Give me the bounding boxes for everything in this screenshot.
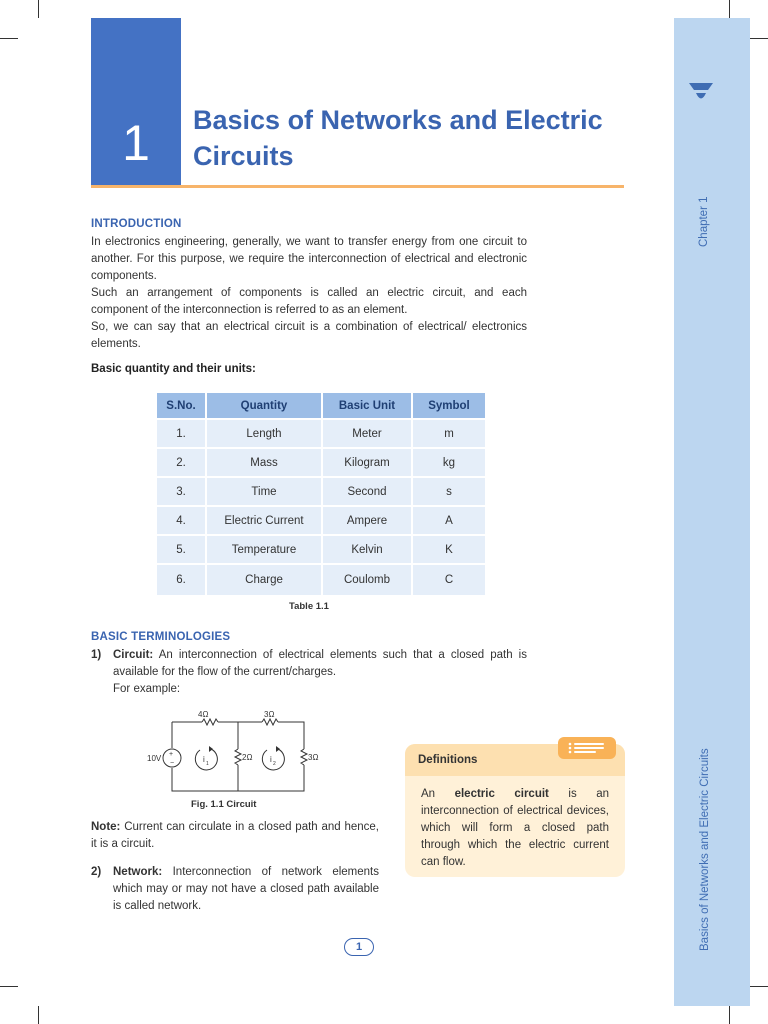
crop-mark <box>38 1006 39 1024</box>
loop-current-sub: 1 <box>206 761 209 767</box>
figure-caption: Fig. 1.1 Circuit <box>191 799 257 810</box>
table-header: Symbol <box>413 393 485 418</box>
crop-mark <box>729 0 730 18</box>
table-row <box>157 507 485 534</box>
introduction-heading: INTRODUCTION <box>91 218 182 230</box>
table-row <box>157 536 485 563</box>
list-item <box>91 647 527 699</box>
crop-mark <box>0 38 18 39</box>
sidebar <box>674 18 750 1006</box>
table-cell: 5. <box>157 536 205 563</box>
list-body <box>113 864 379 915</box>
table-cell: 4. <box>157 507 205 534</box>
def-text: An <box>421 788 455 800</box>
example-label: For example: <box>113 683 181 695</box>
intro-paragraph: So, we can say that an electrical circuit is a combination of electrical/ electronics elements. <box>91 321 527 350</box>
note-body: Current can circulate in a closed path and hence, it is a circuit. <box>91 821 379 850</box>
table-cell: Mass <box>207 449 321 476</box>
term-label: Network: <box>113 866 163 878</box>
table-cell: m <box>413 420 485 447</box>
introduction-text <box>91 234 527 353</box>
list-item <box>91 864 379 916</box>
units-heading: Basic quantity and their units: <box>91 363 256 375</box>
table-cell: s <box>413 478 485 505</box>
page-number: 1 <box>344 938 374 956</box>
table-header: Quantity <box>207 393 321 418</box>
table-cell: Time <box>207 478 321 505</box>
units-table <box>155 391 487 597</box>
sidebar-chapter-label: Chapter 1 <box>698 196 710 247</box>
loop-current-sub: 2 <box>273 761 276 767</box>
table-cell: Kelvin <box>323 536 411 563</box>
table-cell: A <box>413 507 485 534</box>
resistor-label: 4Ω <box>198 710 209 719</box>
table-cell: C <box>413 565 485 595</box>
table-cell: Temperature <box>207 536 321 563</box>
crop-mark <box>750 986 768 987</box>
resistor-label: 2Ω <box>242 753 253 762</box>
definitions-text <box>421 786 609 871</box>
loop-current-label: i <box>203 755 205 764</box>
table-cell: Charge <box>207 565 321 595</box>
table-cell: Kilogram <box>323 449 411 476</box>
svg-text:−: − <box>170 760 175 767</box>
table-cell: 2. <box>157 449 205 476</box>
chapter-title: Basics of Networks and Electric Circuits <box>193 105 603 171</box>
chapter-number: 1 <box>122 115 150 171</box>
table-row <box>157 478 485 505</box>
sidebar-book-title: Basics of Networks and Electric Circuits <box>699 748 711 951</box>
table-header: S.No. <box>157 393 205 418</box>
list-body <box>113 647 527 698</box>
table-cell: kg <box>413 449 485 476</box>
table-caption: Table 1.1 <box>289 601 329 612</box>
table-cell: K <box>413 536 485 563</box>
table-cell: Coulomb <box>323 565 411 595</box>
term-text: An interconnection of electrical elements such that a closed path is available for the flow of the current/charges. <box>113 649 527 678</box>
loop-current-label: i <box>270 755 272 764</box>
crop-mark <box>750 38 768 39</box>
note-label: Note: <box>91 821 121 833</box>
table-cell: Meter <box>323 420 411 447</box>
table-cell: Second <box>323 478 411 505</box>
term-text: Interconnection of network elements which may or may not have a closed path available is called network. <box>113 866 379 912</box>
terminologies-heading: BASIC TERMINOLOGIES <box>91 631 231 643</box>
resistor-label: 3Ω <box>264 710 275 719</box>
def-term: electric circuit <box>454 788 549 800</box>
table-header-row <box>157 393 485 418</box>
list-number: 2) <box>91 866 102 878</box>
intro-paragraph: In electronics engineering, generally, we want to transfer energy from one circuit to another. For this purpose, we require the interconnection of electrical and electronic components. <box>91 236 527 282</box>
crop-mark <box>0 986 18 987</box>
table-cell: 1. <box>157 420 205 447</box>
table-cell: 6. <box>157 565 205 595</box>
table-header: Basic Unit <box>323 393 411 418</box>
note-text <box>91 819 379 853</box>
def-text: is an interconnection of electrical devices, which will form a closed path through which the electric current can flow. <box>421 788 609 868</box>
crop-mark <box>729 1006 730 1024</box>
list-number: 1) <box>91 649 102 661</box>
table-cell: Length <box>207 420 321 447</box>
definitions-title: Definitions <box>418 754 478 766</box>
circuit-diagram <box>138 706 338 796</box>
table-row <box>157 565 485 595</box>
resistor-label: 3Ω <box>308 753 319 762</box>
notes-icon <box>558 737 616 759</box>
table-cell: Electric Current <box>207 507 321 534</box>
table-row <box>157 420 485 447</box>
crop-mark <box>38 0 39 18</box>
title-rule <box>91 185 624 188</box>
svg-text:+: + <box>169 751 174 758</box>
intro-paragraph: Such an arrangement of components is called an electric circuit, and each component of the interconnection is referred to as an element. <box>91 287 527 316</box>
table-cell: 3. <box>157 478 205 505</box>
definitions-box <box>405 744 625 877</box>
graduation-cap-icon <box>688 82 714 104</box>
table-row <box>157 449 485 476</box>
term-label: Circuit: <box>113 649 154 661</box>
table-cell: Ampere <box>323 507 411 534</box>
source-label: 10V <box>147 754 162 763</box>
